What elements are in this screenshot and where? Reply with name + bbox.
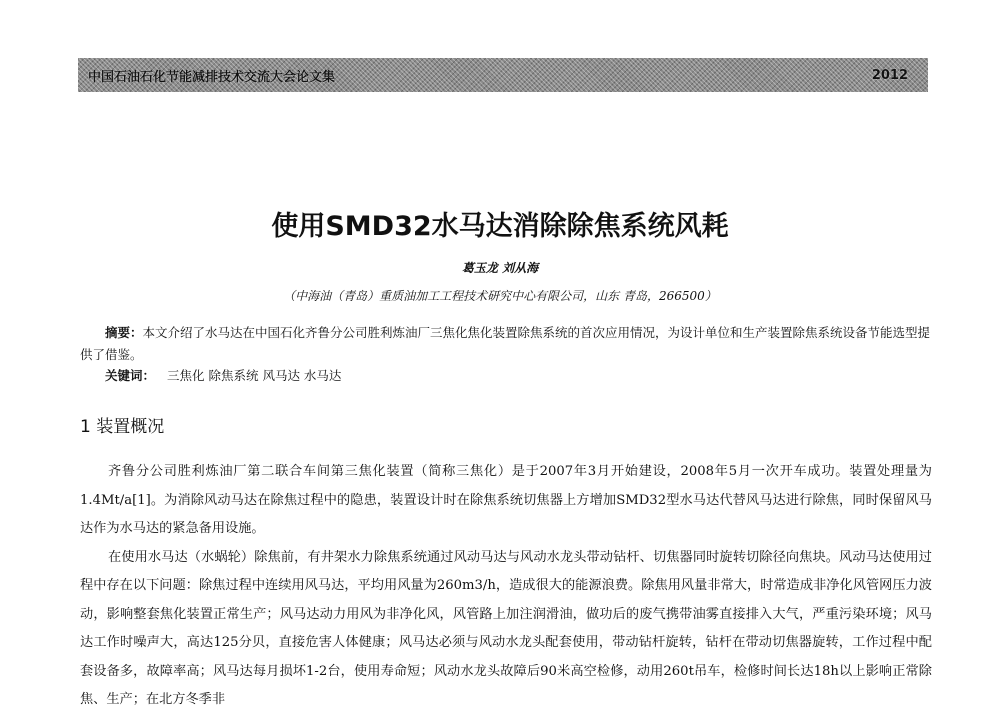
abstract-label: 摘要： (105, 325, 143, 340)
journal-header-band (78, 58, 928, 92)
abstract-text: 本文介绍了水马达在中国石化齐鲁分公司胜利炼油厂三焦化焦化装置除焦系统的首次应用情况，为设计单位和生产装置除焦系统设备节能选型提供了借鉴。 (80, 325, 931, 362)
paper-title: 使用SMD32水马达消除除焦系统风耗 (271, 211, 729, 242)
keywords-label: 关键词： (105, 368, 156, 383)
keywords (105, 366, 905, 386)
section-heading: 1 装置概况 (80, 417, 165, 437)
abstract (80, 322, 932, 366)
paper-authors: 葛玉龙 刘从海 (461, 261, 539, 275)
author-affiliation: （中海油（青岛）重质油加工工程技术研究中心有限公司，山东 青岛，266500） (283, 289, 717, 303)
journal-name: 中国石油石化节能减排技术交流大会论文集 (88, 69, 336, 85)
paragraph: 齐鲁分公司胜利炼油厂第二联合车间第三焦化装置（简称三焦化）是于2007年3月开始建设，2008年5月一次开车成功。装置处理量为1.4Mt/a[1]。为消除风动马达在除焦过程中的隐患，装置设计时在除焦系统切焦器上方增加SMD32型水马达代替风马达进行除焦，同时保留风马达作为水马达的紧急备用设施。 (80, 464, 932, 536)
keywords-text: 三焦化 除焦系统 风马达 水马达 (167, 368, 342, 383)
journal-year: 2012 (871, 67, 908, 83)
body-text (80, 458, 932, 715)
paragraph: 在使用水马达（水蜗轮）除焦前，有井架水力除焦系统通过风动马达与风动水龙头带动钻杆、切焦器同时旋转切除径向焦块。风动马达使用过程中存在以下问题：除焦过程中连续用风马达，平均用风量为260m3/h，造成很大的能源浪费。除焦用风量非常大，时常造成非净化风管网压力波动，影响整套焦化装置正常生产；风马达动力用风为非净化风，风管路上加注润滑油，做功后的废气携带油雾直接排入大气，严重污染环境；风马达工作时噪声大，高达125分贝，直接危害人体健康；风马达必须与风动水龙头配套使用，带动钻杆旋转，钻杆在带动切焦器旋转，工作过程中配套设备多，故障率高；风马达每月损坏1-2台，使用寿命短；风动水龙头故障后90米高空检修，动用260t吊车，检修时间长达18h以上影响正常除焦、生产；在北方冬季非 (80, 549, 932, 707)
